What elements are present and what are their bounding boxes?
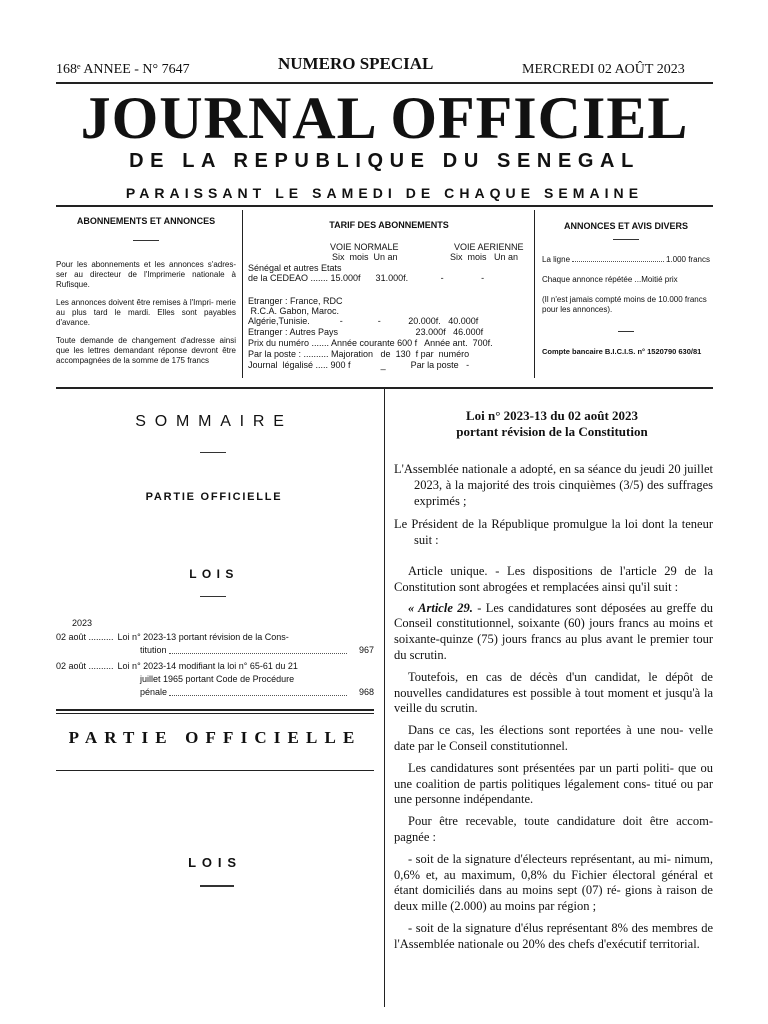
law-title <box>392 408 712 440</box>
entry-date: 02 août .......... <box>56 661 114 671</box>
lois-underline <box>200 596 226 597</box>
partie-officielle-heading: PARTIE OFFICIELLE <box>68 728 362 747</box>
line-price: 1.000 francs <box>665 255 710 264</box>
entry-title-line3: pénale <box>140 687 168 697</box>
sommaire-lois: LOIS <box>189 567 239 581</box>
subscriptions-text-1: Pour les abonnements et les annonces s'adres- ser au directeur de l'Imprimerie nationale à Rufisque. <box>56 260 236 289</box>
article-29-text: - Les candidatures sont déposées au greffe du Conseil constitutionnel, soixante (60) jours francs au moins et soixante-quinze (75) jours francs au plus avant le premier tour du scrutin. <box>394 600 713 662</box>
law-para-adoption: L'Assemblée nationale a adopté, en sa séance du jeudi 20 juillet 2023, à la majorité des trois cinquièmes (3/5) des suffrages exprimés ; <box>394 462 713 508</box>
sommaire-year: 2023 <box>72 618 93 628</box>
entry-page: 968 <box>358 687 374 697</box>
law-para-deces: Toutefois, en cas de décès d'un candidat, le dépôt de nouvelles candidatures est possible à tout moment et jusqu'à la veille du scrutin. <box>394 669 713 716</box>
column-divider <box>384 389 385 1007</box>
col-normal: VOIE NORMALE <box>330 242 399 252</box>
rate-row-etranger-a: Etranger : France, RDC <box>248 296 343 306</box>
entry-title-line2: titution <box>140 645 167 655</box>
line-price-row <box>542 255 710 265</box>
announcements-title: ANNONCES ET AVIS DIVERS <box>563 221 689 231</box>
separator-mark <box>618 331 634 332</box>
rate-row-cedeao-a: Sénégal et autres Etats <box>248 263 342 273</box>
sommaire-entry[interactable] <box>56 660 374 699</box>
rate-row-cedeao-b: de la CEDEAO ....... 15.000f 31.000f. - - <box>248 273 485 283</box>
sommaire-underline <box>200 452 226 453</box>
special-issue-label: NUMERO SPECIAL <box>278 54 434 73</box>
sub-normal: Six mois Un an <box>332 252 398 262</box>
publication-frequency: PARAISSANT LE SAMEDI DE CHAQUE SEMAINE <box>125 185 644 201</box>
law-para-electeurs: - soit de la signature d'électeurs représentant, au mi- nimum, 0,6% et, au maximum, 0,8% du Fichier électoral général et étant domiciliés dans au moins sept (07) ré- gions à raison de deux mille (2.000) au moins par région ; <box>394 851 713 914</box>
article-29-label: « Article 29. <box>408 600 473 615</box>
law-para-recevable: Pour être recevable, toute candidature doit être accom- pagnée : <box>394 814 713 844</box>
entry-title-line1: Loi n° 2023-13 portant révision de la Cons- <box>117 632 289 642</box>
subscriptions-text-3: Toute demande de changement d'adresse ainsi que les lettres demandant réponse devront être accompagnées de la somme de 175 francs <box>56 336 236 365</box>
entry-title-line2: juillet 1965 portant Code de Procédure <box>140 674 295 684</box>
law-para-candidatures: Les candidatures sont présentées par un parti politi- que ou une coalition de partis politiques légalement cons- titué ou par une personne indépendante. <box>394 760 713 807</box>
info-divider-left <box>242 210 243 378</box>
bank-account: Compte bancaire B.I.C.I.S. n° 1520790 630/81 <box>542 347 702 356</box>
entry-date: 02 août .......... <box>56 632 114 642</box>
lois-heading-underline <box>200 885 234 887</box>
announcements-info <box>542 208 710 357</box>
rate-row-legalise: Journal légalisé ..... 900 f _ Par la poste - <box>248 360 470 370</box>
sommaire-entry[interactable] <box>56 631 374 657</box>
header-rule-bottom <box>56 205 713 207</box>
leader-dots <box>169 686 347 696</box>
edition-number: 168ᵉ ANNEE - N° 7647 <box>56 62 190 77</box>
rate-row-numero: Prix du numéro ....... Année courante 600 f Année ant. 700f. <box>248 338 493 348</box>
law-title-line1: Loi n° 2023-13 du 02 août 2023 <box>465 408 639 423</box>
rates-title: TARIF DES ABONNEMENTS <box>329 220 449 230</box>
sub-aerienne: Six mois Un an <box>450 252 519 262</box>
law-para-promulgation: Le Président de la République promulgue la loi dont la teneur suit : <box>394 517 713 548</box>
law-para-report: Dans ce cas, les élections sont reportées à une nou- velle date par le Conseil constitutionnel. <box>394 723 713 753</box>
subscriptions-info <box>56 208 236 366</box>
journal-subtitle: DE LA REPUBLIQUE DU SENEGAL <box>129 150 640 172</box>
entry-page: 967 <box>358 645 374 655</box>
law-title-line2: portant révision de la Constitution <box>456 424 648 439</box>
sommaire-rule-1 <box>56 709 374 711</box>
entry-title-line1: Loi n° 2023-14 modifiant la loi n° 65-61 du 21 <box>117 661 298 671</box>
issue-date: MERCREDI 02 AOÛT 2023 <box>522 62 685 77</box>
law-para-article-unique: Article unique. - Les dispositions de l'article 29 de la Constitution sont abrogées et remplacées ainsi qu'il suit : <box>394 563 713 594</box>
lois-heading: LOIS <box>188 855 242 870</box>
title-underline <box>133 240 159 241</box>
journal-title: JOURNAL OFFICIEL <box>80 85 689 151</box>
partie-rule <box>56 770 374 771</box>
rate-row-autres: Etranger : Autres Pays 23.000f 46.000f <box>248 327 484 337</box>
leader-dots <box>169 644 347 654</box>
line-label: La ligne <box>542 255 571 264</box>
law-body <box>394 462 713 953</box>
law-para-article-29 <box>394 601 713 664</box>
subscriptions-text-2: Les annonces doivent être remises à l'Impri- merie au plus tard le mardi. Elles sont payables d'avance. <box>56 298 236 327</box>
sommaire-title: SOMMAIRE <box>135 413 293 430</box>
subscription-rates <box>248 208 530 370</box>
sommaire-rule-2 <box>56 713 374 714</box>
info-divider-right <box>534 210 535 378</box>
subscriptions-title: ABONNEMENTS ET ANNONCES <box>76 216 216 226</box>
law-para-elus: - soit de la signature d'élus représentant 8% des membres de l'Assemblée nationale ou 20% des chefs d'exécutif territorial. <box>394 920 713 951</box>
rate-row-etranger-b: R.C.A. Gabon, Maroc. <box>248 306 340 316</box>
sommaire-partie-officielle: PARTIE OFFICIELLE <box>145 491 283 503</box>
minimum-note: (Il n'est jamais compté moins de 10.000 francs pour les annonces). <box>542 295 707 314</box>
rate-row-poste: Par la poste : .......... Majoration de 130 f par numéro <box>248 349 470 359</box>
info-box <box>56 208 713 380</box>
repeat-price: Chaque annonce répétée ...Moitié prix <box>542 275 678 284</box>
rate-row-etranger-c: Algérie,Tunisie. - - 20.000f. 40.000f <box>248 316 479 326</box>
leader-dots <box>572 255 664 262</box>
col-aerienne: VOIE AERIENNE <box>454 242 524 252</box>
title-underline <box>613 239 639 240</box>
